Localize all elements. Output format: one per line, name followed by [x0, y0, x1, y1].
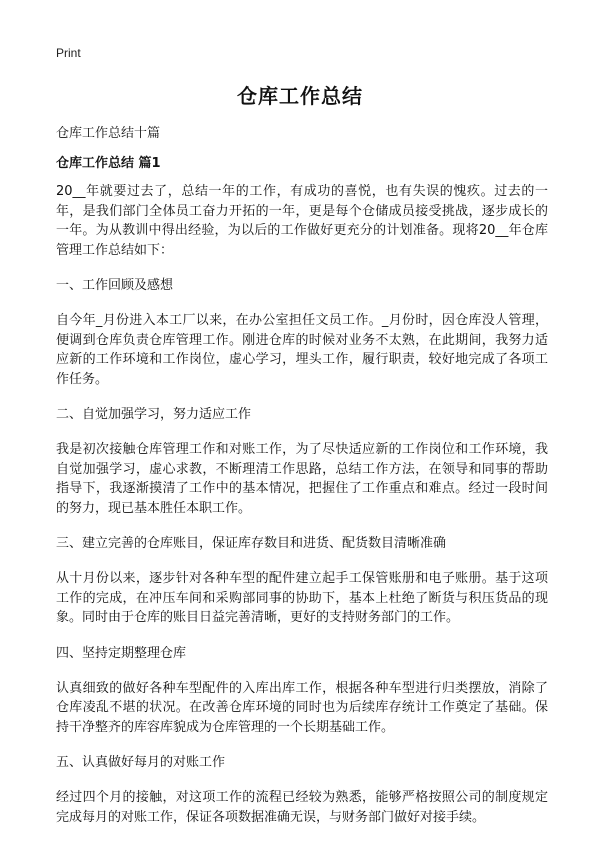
section-heading-2: 二、自觉加强学习，努力适应工作 [56, 407, 252, 422]
section-paragraph-2: 我是初次接触仓库管理工作和对账工作，为了尽快适应新的工作岗位和工作环境，我自觉加强学习，虚心求教，不断理清工作思路，总结工作方法，在领导和同事的帮助指导下，我逐渐摸清了工作中的基本情况，把握住了工作重点和难点。经过一段时间的努力，现已基本胜任本职工作。 [56, 442, 548, 516]
section-heading-4: 四、坚持定期整理仓库 [56, 645, 187, 661]
section-paragraph-5: 经过四个月的接触，对这项工作的流程已经较为熟悉，能够严格按照公司的制度规定完成每月的对账工作，保证各项数据准确无误，与财务部门做好对接手续。 [56, 790, 548, 825]
intro-paragraph: 20__年就要过去了，总结一年的工作，有成功的喜悦，也有失误的愧疚。过去的一年，是我们部门全体员工奋力开拓的一年，更是每个仓储成员接受挑战，逐步成长的一年。为从教训中得出经验，为以后的工作做好更充分的计划准备。现将20__年仓库管理工作总结如下： [56, 184, 548, 258]
section-paragraph-3: 从十月份以来，逐步针对各种车型的配件建立起手工保管账册和电子账册。基于这项工作的完成，在冲压车间和采购部同事的协助下，基本上杜绝了断货与积压货品的现象。同时由于仓库的账目日益完善清晰，更好的支持财务部门的工作。 [56, 571, 548, 625]
section-heading-1: 一、工作回顾及感想 [56, 278, 174, 293]
section-paragraph-1: 自今年_月份进入本工厂以来，在办公室担任文员工作。_月份时，因仓库没人管理，便调到仓库负责仓库管理工作。刚进仓库的时候对业务不太熟，在此期间，我努力适应新的工作环境和工作岗位，虚心学习，埋头工作，履行职责，较好地完成了各项工作任务。 [56, 313, 548, 387]
document-subtitle: 仓库工作总结十篇 [56, 126, 161, 141]
article-heading: 仓库工作总结 篇1 [56, 156, 161, 171]
section-paragraph-4: 认真细致的做好各种车型配件的入库出库工作，根据各种车型进行归类摆放，消除了仓库凌乱不堪的状况。在改善仓库环境的同时也为后续库存统计工作奠定了基础。保持干净整齐的库容库貌成为仓库管理的一个长期基础工作。 [56, 680, 548, 735]
article-body [56, 182, 548, 843]
print-link[interactable]: Print [56, 46, 81, 60]
section-heading-5: 五、认真做好每月的对账工作 [56, 755, 226, 770]
page-title: 仓库工作总结 [237, 84, 363, 108]
section-heading-3: 三、建立完善的仓库账目，保证库存数目和进货、配货数目清晰准确 [56, 536, 447, 551]
